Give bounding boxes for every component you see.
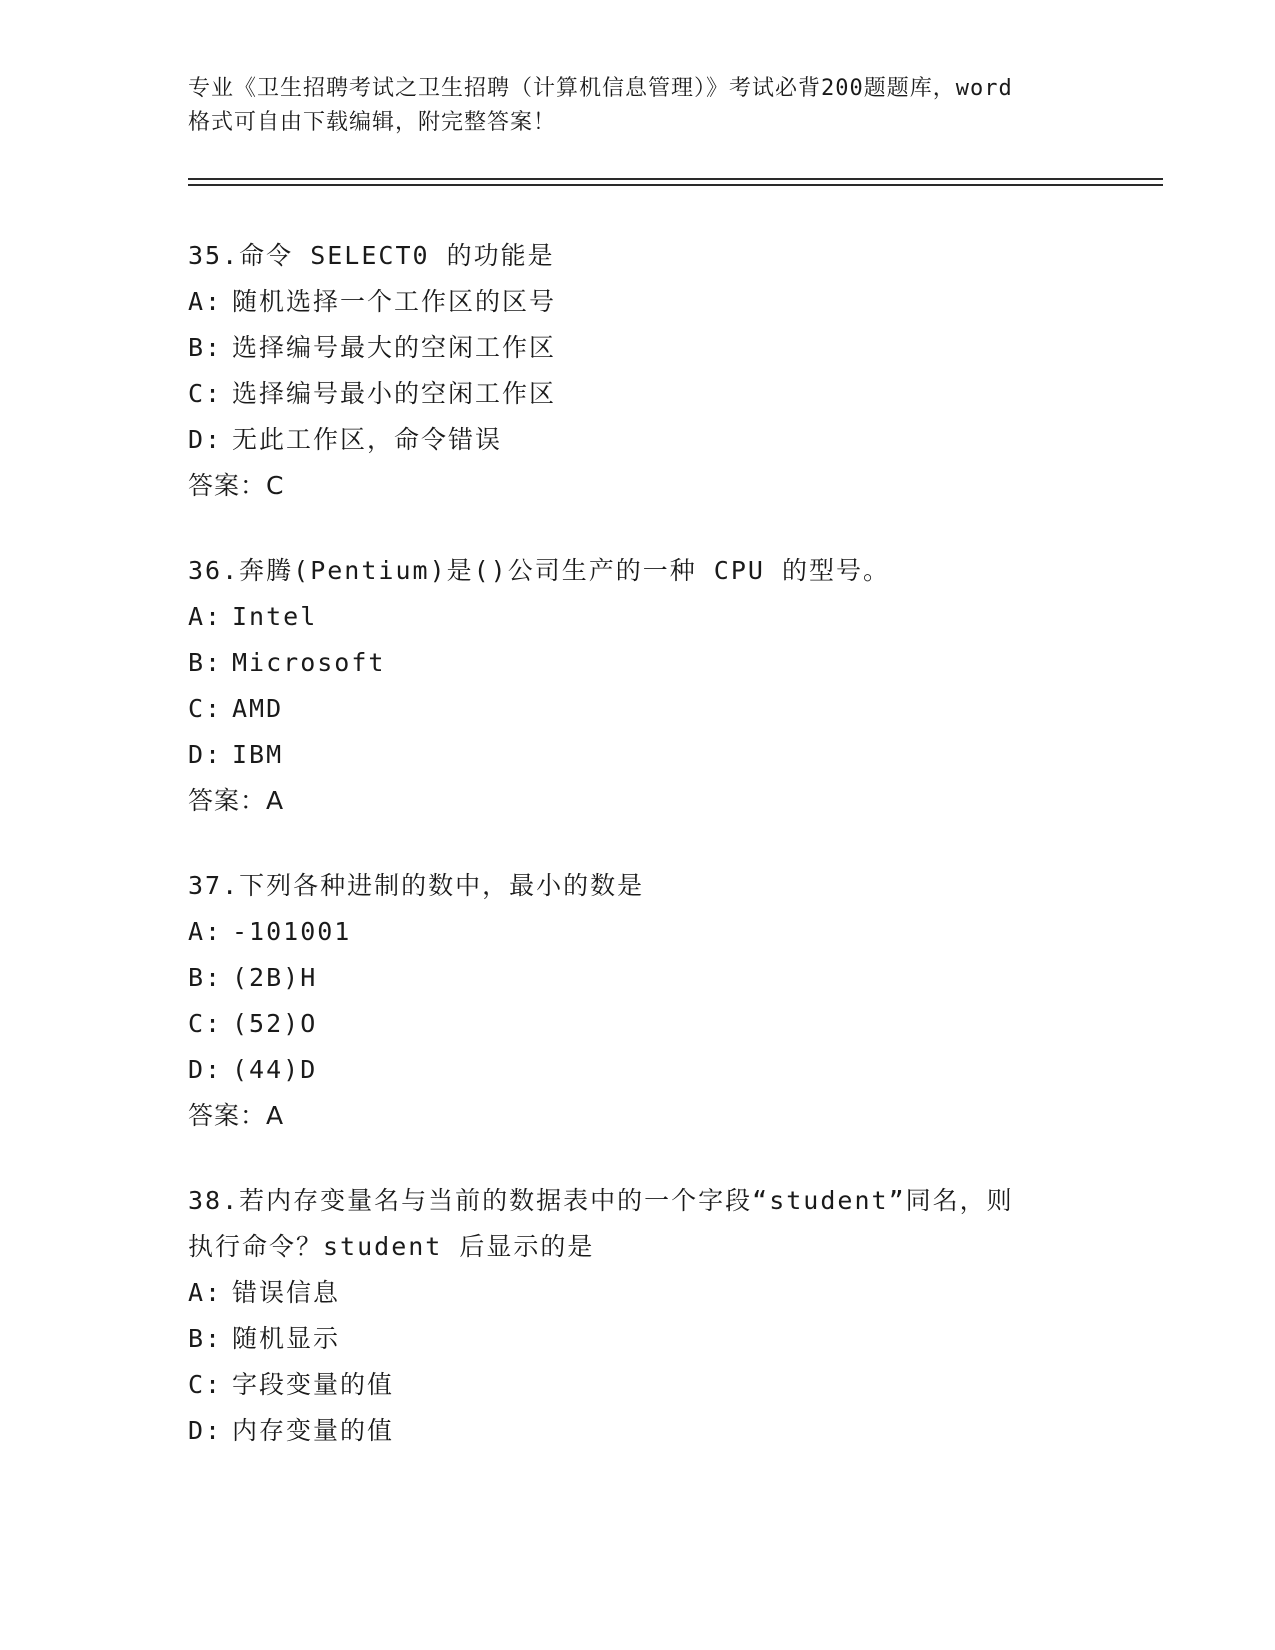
option-d — [188, 732, 1088, 778]
option-text: (2B)H — [232, 963, 318, 992]
document-header — [188, 72, 1088, 140]
option-letter: B: — [188, 333, 223, 362]
option-text: 错误信息 — [232, 1278, 341, 1307]
option-d — [188, 1408, 1088, 1454]
option-text: Intel — [232, 602, 318, 631]
option-text: 随机选择一个工作区的区号 — [232, 287, 557, 316]
option-text: IBM — [232, 740, 284, 769]
option-text: -101001 — [232, 917, 352, 946]
option-text: 选择编号最小的空闲工作区 — [232, 379, 557, 408]
option-letter: B: — [188, 1324, 223, 1353]
option-c — [188, 1001, 1088, 1047]
option-b — [188, 640, 1088, 686]
option-d — [188, 1047, 1088, 1093]
option-letter: D: — [188, 1416, 223, 1445]
option-letter: C: — [188, 379, 223, 408]
option-text: 字段变量的值 — [232, 1370, 395, 1399]
option-a — [188, 594, 1088, 640]
option-letter: A: — [188, 287, 223, 316]
option-text: 选择编号最大的空闲工作区 — [232, 333, 557, 362]
option-c — [188, 371, 1088, 417]
question-38 — [188, 1178, 1088, 1454]
option-text: (52)O — [232, 1009, 318, 1038]
option-b — [188, 955, 1088, 1001]
question-37 — [188, 863, 1088, 1139]
option-letter: D: — [188, 740, 223, 769]
option-c — [188, 1362, 1088, 1408]
option-letter: A: — [188, 602, 223, 631]
option-text: 无此工作区，命令错误 — [232, 425, 503, 454]
option-letter: B: — [188, 648, 223, 677]
option-text: Microsoft — [232, 648, 386, 677]
question-stem: 36.奔腾(Pentium)是()公司生产的一种 CPU 的型号。 — [188, 556, 890, 585]
question-stem: 37.下列各种进制的数中，最小的数是 — [188, 871, 645, 900]
option-letter: B: — [188, 963, 223, 992]
option-b — [188, 325, 1088, 371]
option-b — [188, 1316, 1088, 1362]
question-stem-line-1: 38.若内存变量名与当前的数据表中的一个字段“student”同名，则 — [188, 1186, 1014, 1215]
question-stem: 35.命令 SELECT0 的功能是 — [188, 241, 555, 270]
header-divider-bottom — [188, 184, 1163, 186]
option-a — [188, 279, 1088, 325]
header-line-1: 专业《卫生招聘考试之卫生招聘（计算机信息管理）》考试必背200题题库，word — [188, 76, 1013, 101]
option-letter: C: — [188, 1370, 223, 1399]
option-a — [188, 1270, 1088, 1316]
question-36 — [188, 548, 1088, 824]
answer-line: 答案：A — [188, 786, 285, 815]
option-text: (44)D — [232, 1055, 318, 1084]
option-text: AMD — [232, 694, 284, 723]
option-text: 随机显示 — [232, 1324, 341, 1353]
option-text: 内存变量的值 — [232, 1416, 395, 1445]
option-letter: A: — [188, 1278, 223, 1307]
header-line-2: 格式可自由下载编辑，附完整答案！ — [188, 110, 557, 135]
question-stem-line-2: 执行命令？student 后显示的是 — [188, 1232, 595, 1261]
answer-line: 答案：C — [188, 471, 285, 500]
option-letter: A: — [188, 917, 223, 946]
option-letter: C: — [188, 694, 223, 723]
option-d — [188, 417, 1088, 463]
option-letter: D: — [188, 1055, 223, 1084]
option-letter: D: — [188, 425, 223, 454]
option-letter: C: — [188, 1009, 223, 1038]
option-c — [188, 686, 1088, 732]
option-a — [188, 909, 1088, 955]
answer-line: 答案：A — [188, 1101, 285, 1130]
header-divider-top — [188, 178, 1163, 180]
question-35 — [188, 233, 1088, 509]
